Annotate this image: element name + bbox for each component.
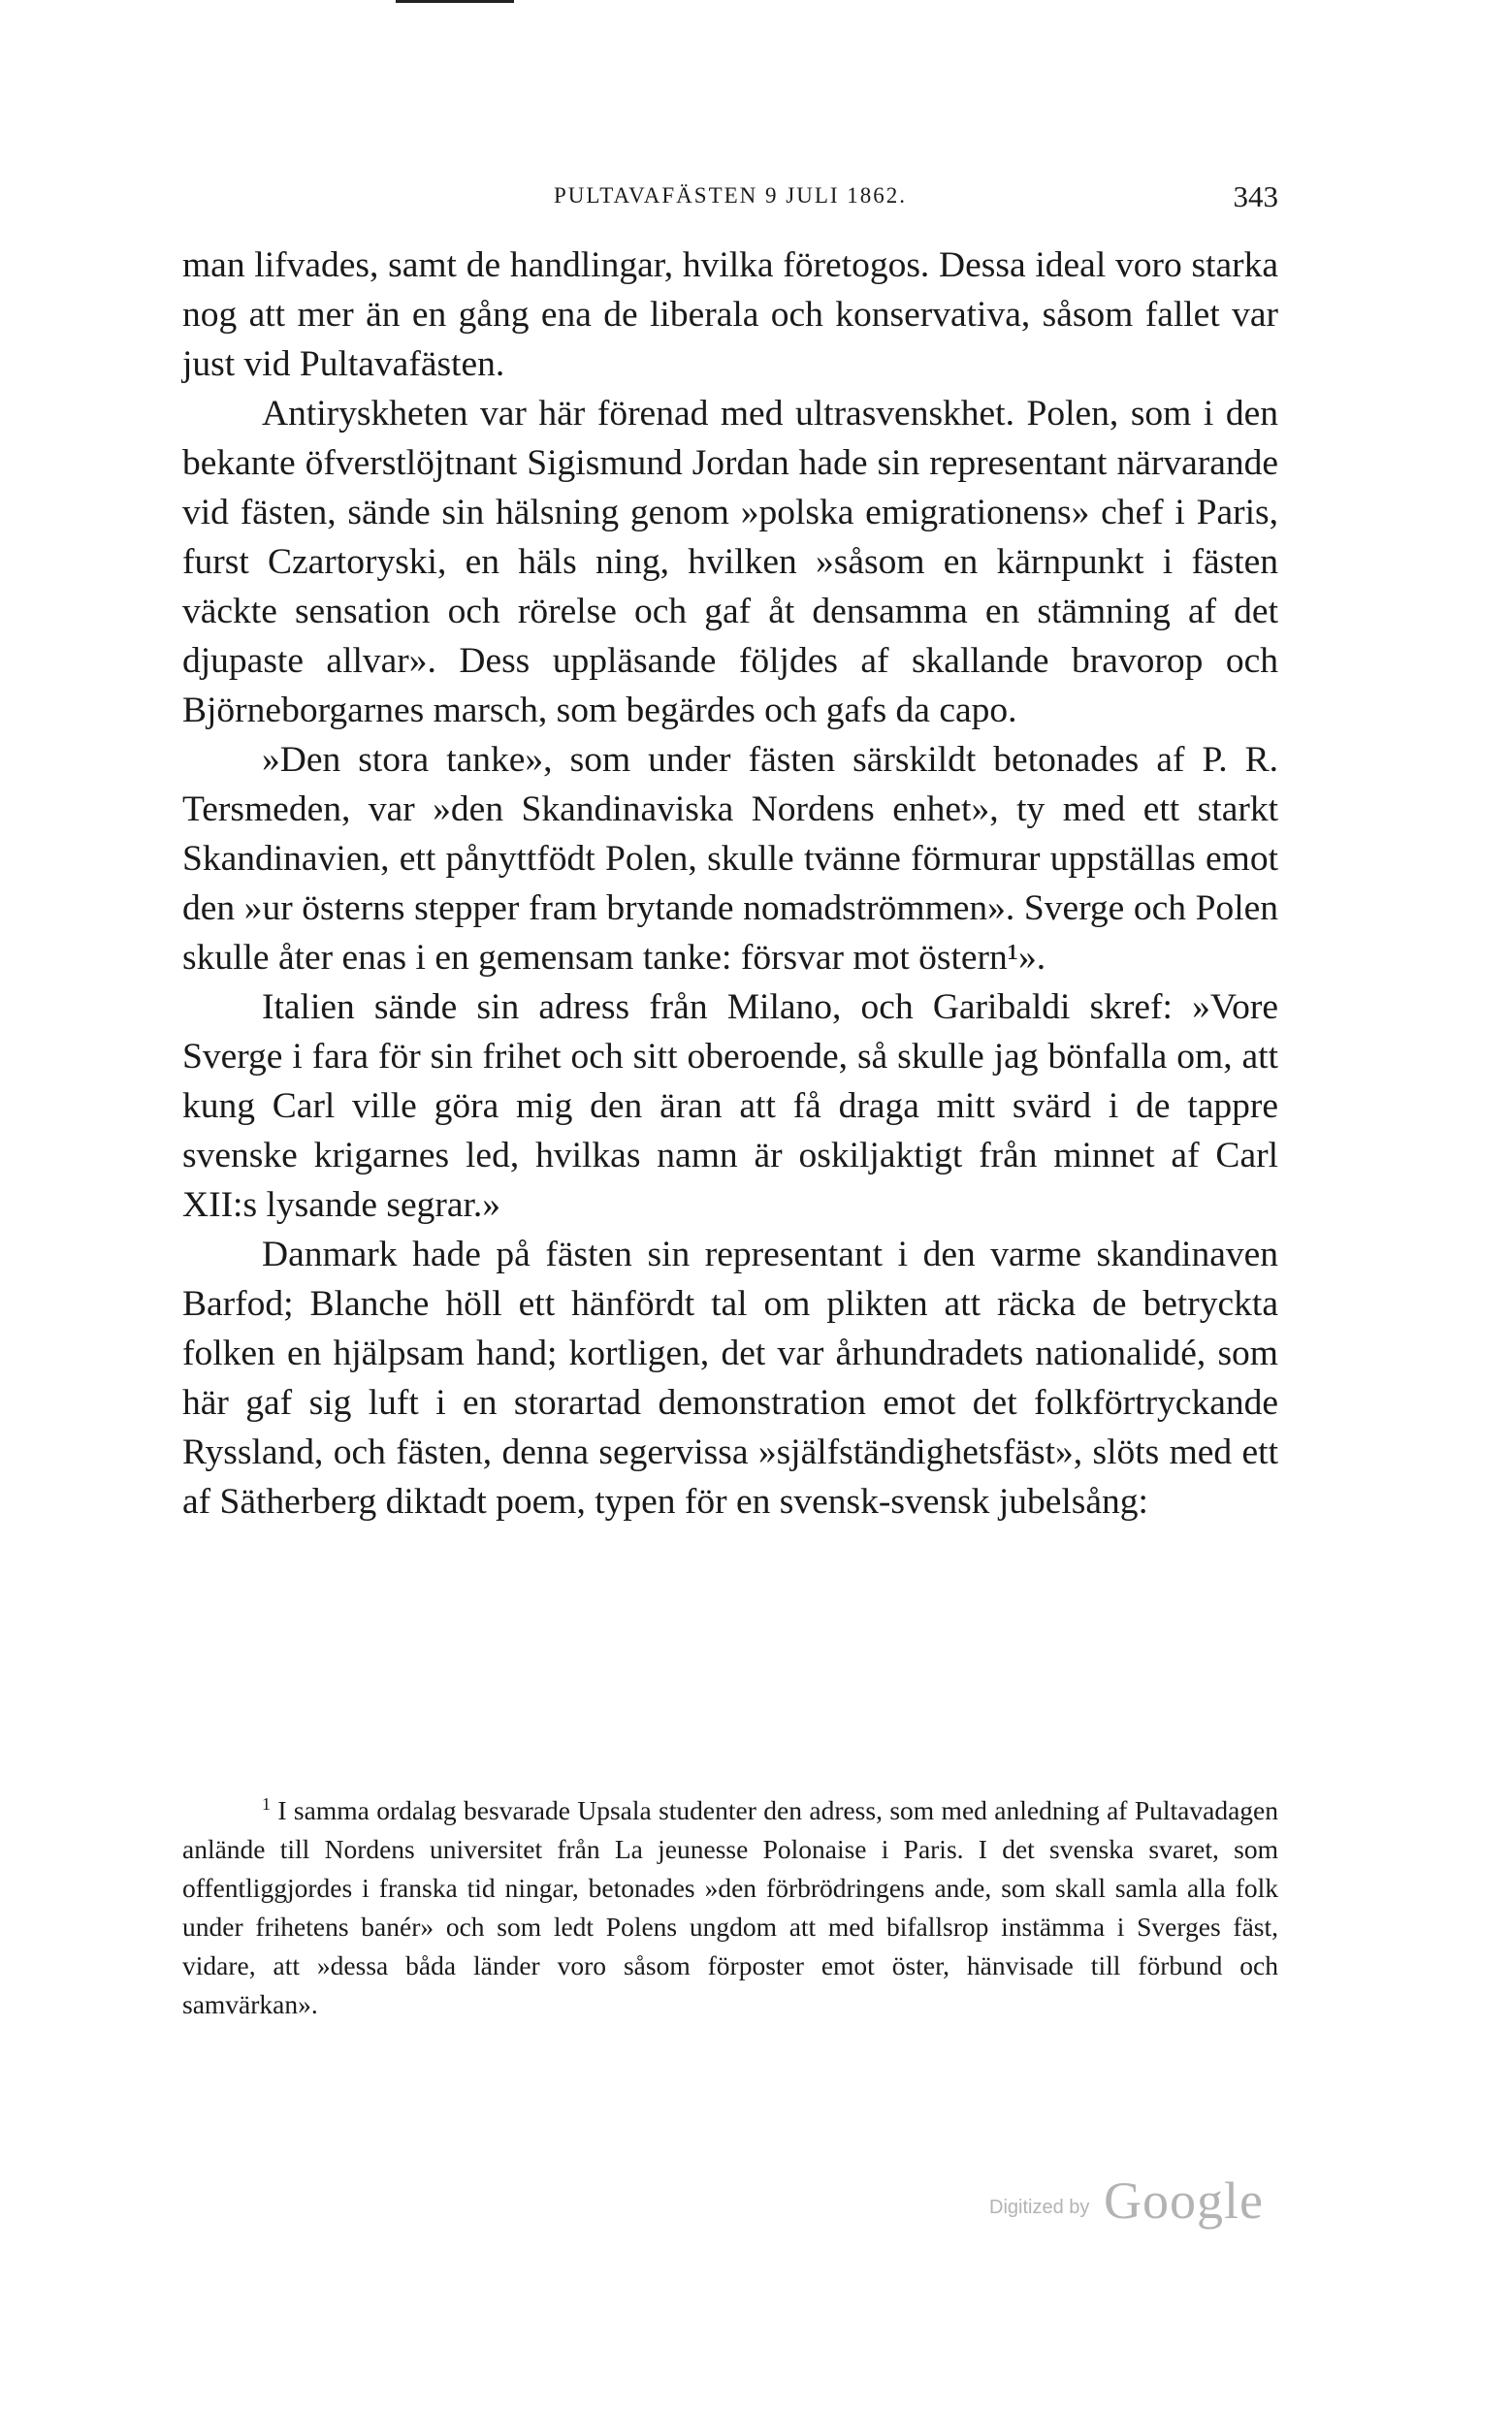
text-line: draga mitt svärd i de tappre svenske krigarnes led, hvilkas <box>182 1086 1279 1175</box>
footnote-line: ningar, betonades »den förbrödringens ande, som skall samla alla folk under <box>182 1873 1279 1943</box>
text-line: tvänne förmurar uppställas emot den »ur österns stepper fram <box>182 839 1278 928</box>
paragraph-5 <box>182 1230 1278 1527</box>
footnote-line: i Sverges fäst, vidare, att »dessa båda länder voro såsom förposter emot <box>182 1912 1278 1981</box>
digitized-by-google-watermark <box>989 2163 1290 2231</box>
footnote-line: anledning af Pultavadagen anlände till Nordens universitet från La jeunesse <box>182 1795 1278 1865</box>
page-header <box>182 179 1278 218</box>
text-line: »Vore Sverge i fara för sin frihet och sitt oberoende, så skulle <box>182 987 1278 1077</box>
paragraph-4 <box>182 982 1278 1230</box>
paragraph-2 <box>182 389 1278 735</box>
footnote-line: Polonaise i Paris. I det svenska svaret, som offentliggjordes i franska tid <box>182 1834 1279 1904</box>
paragraph-3 <box>182 735 1278 982</box>
text-line: och rörelse och gaf åt densamma en stämning af det djupaste <box>182 592 1278 681</box>
page-number: 343 <box>1233 179 1278 213</box>
text-line: ett af Sätherberg diktadt poem, typen för en svensk-svensk <box>182 1432 1278 1522</box>
text-line: »Den stora tanke», som under fästen särskildt betonades <box>262 740 1157 780</box>
text-line: Antiryskheten var här förenad med ultrasvenskhet. Polen, <box>262 394 1131 434</box>
text-line: skandinaven Barfod; Blanche höll ett hänfördt tal om plikten <box>182 1235 1278 1324</box>
footnote-line: I samma ordalag besvarade Upsala studenter den adress, som med <box>277 1795 995 1826</box>
footnote-area <box>182 1785 1278 2024</box>
text-line: Danmark hade på fästen sin representant i den varme <box>262 1235 1097 1274</box>
text-line: i en gemensam tanke: försvar mot östern¹». <box>415 938 1046 978</box>
main-text <box>182 241 1278 1527</box>
watermark-prefix: Digitized by <box>989 2197 1090 2218</box>
text-line: ning, hvilken »såsom en kärnpunkt i fästen väckte sensation <box>182 542 1279 631</box>
text-line: man lifvades, samt de handlingar, hvilka företogos. Dessa <box>182 245 1036 285</box>
text-line: ideal voro starka nog att mer än en gång ena de liberala och <box>182 245 1278 335</box>
top-edge-rule <box>396 0 514 3</box>
text-line: af P. R. Tersmeden, var »den Skandinaviska Nordens enhet», <box>182 740 1279 829</box>
footnote-1 <box>182 1785 1278 2024</box>
text-line: namn är oskiljaktigt från minnet af Carl XII:s lysande <box>182 1136 1278 1225</box>
text-line: allvar». Dess uppläsande följdes af skallande bravorop och <box>326 641 1278 681</box>
text-line: jag bönfalla om, att kung Carl ville göra mig den äran att få <box>182 1037 1279 1126</box>
text-line: Björneborgarnes marsch, som begärdes och gafs da capo. <box>182 691 1017 730</box>
text-line: jubelsång: <box>998 1482 1148 1522</box>
text-line: och fästen, denna segervissa »själfständighetsfäst», slöts med <box>333 1432 1242 1472</box>
text-line: »polska emigrationens» chef i Paris, furst Czartoryski, en häls <box>182 493 1278 582</box>
footnote-line: öster, hänvisade till förbund och samvärkan». <box>182 1950 1278 2020</box>
text-line: representant närvarande vid fästen, sände sin hälsning genom <box>182 443 1278 532</box>
paragraph-1 <box>182 241 1278 389</box>
text-line: brytande nomadströmmen». Sverge och Polen skulle åter enas <box>182 888 1279 978</box>
text-line: som i den bekante öfverstlöjtnant Sigismund Jordan hade sin <box>182 394 1278 483</box>
footnote-line: frihetens banér» och som ledt Polens ungdom att med bifallsrop instämma <box>255 1912 1117 1943</box>
footnote-marker: 1 <box>262 1794 271 1814</box>
text-line: segrar.» <box>386 1185 501 1225</box>
text-line: det var århundradets nationalidé, som här gaf sig luft i en <box>182 1334 1278 1423</box>
text-line: storartad demonstration emot det folkförtryckande Ryssland, <box>182 1383 1278 1472</box>
text-line: att räcka de betryckta folken en hjälpsam hand; kortligen, <box>182 1284 1278 1373</box>
text-line: Italien sände sin adress från Milano, och Garibaldi skref: <box>262 987 1193 1027</box>
running-title: PULTAVAFÄSTEN 9 JULI 1862. <box>553 183 908 208</box>
google-logo: Google <box>1104 2172 1264 2230</box>
text-line: konservativa, såsom fallet var just vid Pultavafästen. <box>182 295 1278 384</box>
text-line: ty med ett starkt Skandinavien, ett pånyttfödt Polen, skulle <box>182 789 1279 879</box>
